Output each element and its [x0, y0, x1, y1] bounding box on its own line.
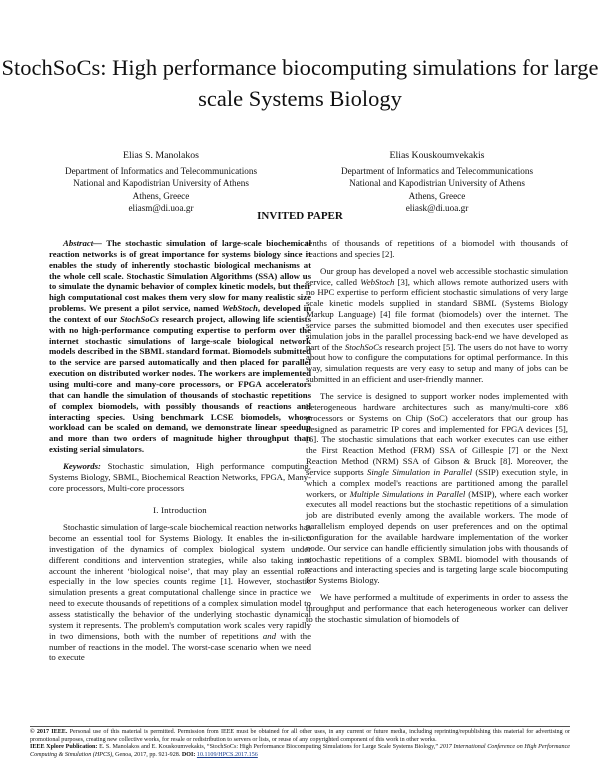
paragraph-continued: tenths of thousands of repetitions of a biomodel with thousands of reactions and species [2]. — [306, 238, 568, 259]
left-column — [49, 238, 311, 663]
keywords: Keywords: Stochastic simulation, High performance computing, Systems Biology, SBML, Biochemical Reaction Networks, FPGA, Many-core processors, Multi-core processors — [49, 460, 311, 493]
paragraph-experiments: We have performed a multitude of experiments in order to assess the throughput and performance that each heterogeneous worker can deliver to the stochastic simulation of biomodels of — [306, 592, 568, 624]
author-univ: National and Kapodistrian University of Athens — [73, 178, 249, 189]
invited-paper-heading: INVITED PAPER — [257, 210, 343, 222]
doi-link[interactable]: 10.1109/HPCS.2017.156 — [196, 751, 258, 758]
copyright-footer — [30, 726, 570, 759]
copyright-notice: © 2017 IEEE. Personal use of this material is permitted. Permission from IEEE must be obtained for all other uses, in any current or future media, including reprinting/republishing this material for advertising or promotional purposes, creating new collective works, for resale or redistribution to servers or lists, or reuse of any copyrighted component of this work in other works. — [30, 729, 570, 743]
abstract-label: Abstract— — [63, 238, 102, 248]
author-name: Elias Kouskoumvekakis — [389, 150, 485, 161]
author-block-1 — [21, 150, 301, 215]
author-dept: Department of Informatics and Telecommunications — [340, 165, 534, 176]
author-block-2 — [297, 150, 577, 215]
author-dept: Department of Informatics and Telecommunications — [64, 165, 258, 176]
right-column — [306, 238, 568, 625]
section-heading-introduction: I. Introduction — [153, 505, 207, 516]
author-city: Athens, Greece — [132, 190, 190, 201]
paragraph-service: The service is designed to support worker nodes implemented with heterogeneous hardware architectures such as many/multi-core x86 processors or Systems on Chip (SoC) accelerators that our group has designed as parametric IP cores and implemented for FPGA devices [5], [6]. The stochastic simulations that each worker executes can use either the First Reaction Method (FRM) SSA of Gillespie [7] or the Next Reaction Method (NRM) SSA of Gibson & Bruck [8]. Moreover, the service supports Single Simulation in Parallel (SSIP) execution style, in which a complex model's reactions are partitioned among the parallel workers, or Multiple Simulations in Parallel (MSIP), where each worker executes all model reactions but the stochastic repetitions of a simulation job are distributed evenly among the available workers. The mode of parallelism employed depends on user preferences and on the optimal configuration for the available hardware implementation of the worker node. Our service can handle efficiently simulation jobs with thousands of stochastic repetitions of a complex SBML biomodel with thousands of reactions and interacting species and is targeting large scale biocomputing for Systems Biology. — [306, 390, 568, 586]
paper-title: StochSoCs: High performance biocomputing simulations for large scale Systems Biology — [1, 55, 599, 111]
abstract: Abstract— The stochastic simulation of large-scale biochemical reaction networks is of great importance for systems biology since it enables the study of inherently stochastic biological mechanisms at the whole cell scale. Stochastic Simulation Algorithms (SSA) allow us to simulate the dynamic behavior of complex kinetic models, but their high computational cost makes them very slow for many realistic size problems. We present a pilot service, named WebStoch, developed in the context of our StochSoCs research project, allowing life scientists with no high-performance computing expertise to perform over the internet stochastic simulations of large-scale biological network models described in the SBML standard format. Biomodels submitted to the service are parsed automatically and then placed for parallel execution on distributed worker nodes. The workers are implemented using multi-core and many-core processors, or FPGA accelerators that can handle the simulation of thousands of stochastic repetitions of complex biomodels, with possibly thousands of reactions and interacting species. Using benchmark LCSE biomodels, whose workload can be scaled on demand, we demonstrate linear speedup and more than two orders of magnitude higher throughput than existing serial simulators. — [49, 238, 311, 455]
author-email: eliasm@di.uoa.gr — [128, 203, 194, 214]
author-name: Elias S. Manolakos — [123, 150, 199, 161]
author-univ: National and Kapodistrian University of Athens — [349, 178, 525, 189]
xplore-citation: IEEE Xplore Publication: E. S. Manolakos and E. Kouskoumvekakis, “StochSoCs: High Performance Biocomputing Simulations for Large Scale Systems Biology,” 2017 International Conference on High Performance Computing & Simulation (HPCS), Genoa, 2017, pp. 921-928. DOI: 10.1109/HPCS.2017.156 — [30, 744, 570, 758]
keywords-label: Keywords: — [63, 460, 101, 471]
paragraph-webstoch: Our group has developed a novel web accessible stochastic simulation service, called WebStoch [3], which allows remote authorized users with no HPC expertise to perform efficient stochastic simulations of very large scale kinetic models supplied in standard SBML (Systems Biology Markup Language) [4] file format (biomodels) over the internet. The service parses the submitted biomodel and then executes user specified simulation jobs in the parallel processing back-end we have developed as part of the StochSoCs research project [5]. The users do not have to worry about how to configure the computations for optimal performance. In this way, simulation requests are very easy to setup and many of jobs can be submitted in an efficient and user-friendly manner. — [306, 265, 568, 385]
author-city: Athens, Greece — [408, 190, 466, 201]
intro-paragraph: Stochastic simulation of large-scale biochemical reaction networks has become an essential tool for Systems Biology. It enables the in-silico investigation of the dynamics of complex biological system under different conditions and intervention strategies, while also taking into account the inherent ‘biological noise’, that may play an essential role especially in the low species counts regime [1]. However, stochastic simulation presents a great computational challenge since in practice we need to execute thousands of repetitions of a complex simulation model to assess statistically the behavior of the underlying stochastic dynamical system it represents. The problem's computation work scales very rapidly in two dimensions, both with the number of repetitions and with the number of reactions in the model. The worst-case scenario when we need to execute — [49, 522, 311, 663]
author-email: eliask@di.uoa.gr — [405, 203, 469, 214]
